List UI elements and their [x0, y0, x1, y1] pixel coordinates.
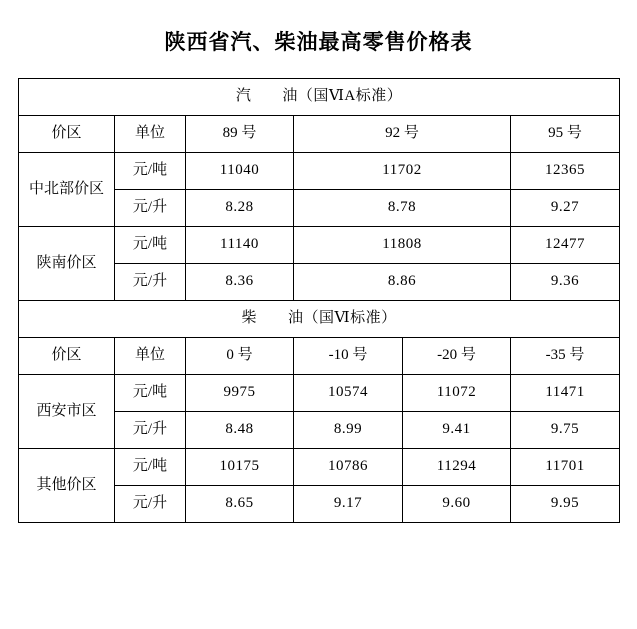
gasoline-89-liter-0: 8.28 — [186, 190, 294, 227]
diesel-section-row — [19, 301, 620, 338]
diesel-minus10-ton-0: 10574 — [294, 375, 403, 412]
diesel-minus35-liter-0: 9.75 — [511, 412, 620, 449]
gasoline-92-liter-0: 8.78 — [294, 190, 511, 227]
diesel-0-liter-0: 8.48 — [186, 412, 294, 449]
diesel-header-minus35: -35 号 — [511, 338, 620, 375]
gasoline-header-89: 89 号 — [186, 116, 294, 153]
gasoline-unit-ton-1: 元/吨 — [115, 227, 186, 264]
gasoline-89-ton-1: 11140 — [186, 227, 294, 264]
table-row — [19, 227, 620, 264]
gasoline-header-95: 95 号 — [511, 116, 620, 153]
diesel-minus35-ton-0: 11471 — [511, 375, 620, 412]
diesel-unit-ton-1: 元/吨 — [115, 449, 186, 486]
gasoline-unit-liter-1: 元/升 — [115, 264, 186, 301]
diesel-minus20-ton-1: 11294 — [403, 449, 511, 486]
diesel-0-ton-1: 10175 — [186, 449, 294, 486]
fuel-price-table — [18, 78, 620, 523]
gasoline-section-label: 汽 油（国ⅥA标准） — [19, 79, 620, 116]
gasoline-95-ton-1: 12477 — [511, 227, 620, 264]
diesel-minus10-ton-1: 10786 — [294, 449, 403, 486]
gasoline-area-zhongbeibu: 中北部价区 — [19, 153, 115, 227]
diesel-header-0: 0 号 — [186, 338, 294, 375]
table-row — [19, 449, 620, 486]
table-row — [19, 375, 620, 412]
gasoline-89-ton-0: 11040 — [186, 153, 294, 190]
diesel-header-minus20: -20 号 — [403, 338, 511, 375]
gasoline-header-92: 92 号 — [294, 116, 511, 153]
price-table-container — [0, 78, 637, 523]
diesel-minus10-liter-1: 9.17 — [294, 486, 403, 523]
diesel-unit-liter-0: 元/升 — [115, 412, 186, 449]
diesel-minus20-liter-0: 9.41 — [403, 412, 511, 449]
diesel-unit-liter-1: 元/升 — [115, 486, 186, 523]
diesel-minus20-ton-0: 11072 — [403, 375, 511, 412]
diesel-area-other: 其他价区 — [19, 449, 115, 523]
gasoline-header-area: 价区 — [19, 116, 115, 153]
gasoline-95-liter-0: 9.27 — [511, 190, 620, 227]
diesel-section-label: 柴 油（国Ⅵ标准） — [19, 301, 620, 338]
diesel-minus10-liter-0: 8.99 — [294, 412, 403, 449]
diesel-header-minus10: -10 号 — [294, 338, 403, 375]
gasoline-area-shannan: 陕南价区 — [19, 227, 115, 301]
gasoline-92-ton-0: 11702 — [294, 153, 511, 190]
gasoline-95-liter-1: 9.36 — [511, 264, 620, 301]
gasoline-section-row — [19, 79, 620, 116]
diesel-unit-ton-0: 元/吨 — [115, 375, 186, 412]
diesel-header-unit: 单位 — [115, 338, 186, 375]
gasoline-unit-liter-0: 元/升 — [115, 190, 186, 227]
gasoline-95-ton-0: 12365 — [511, 153, 620, 190]
diesel-0-liter-1: 8.65 — [186, 486, 294, 523]
gasoline-92-ton-1: 11808 — [294, 227, 511, 264]
diesel-0-ton-0: 9975 — [186, 375, 294, 412]
diesel-minus35-liter-1: 9.95 — [511, 486, 620, 523]
page-title: 陕西省汽、柴油最高零售价格表 — [164, 30, 473, 54]
diesel-area-xian: 西安市区 — [19, 375, 115, 449]
gasoline-unit-ton-0: 元/吨 — [115, 153, 186, 190]
diesel-header-row — [19, 338, 620, 375]
table-row — [19, 153, 620, 190]
gasoline-header-unit: 单位 — [115, 116, 186, 153]
gasoline-92-liter-1: 8.86 — [294, 264, 511, 301]
diesel-minus20-liter-1: 9.60 — [403, 486, 511, 523]
gasoline-header-row — [19, 116, 620, 153]
diesel-header-area: 价区 — [19, 338, 115, 375]
gasoline-89-liter-1: 8.36 — [186, 264, 294, 301]
diesel-minus35-ton-1: 11701 — [511, 449, 620, 486]
